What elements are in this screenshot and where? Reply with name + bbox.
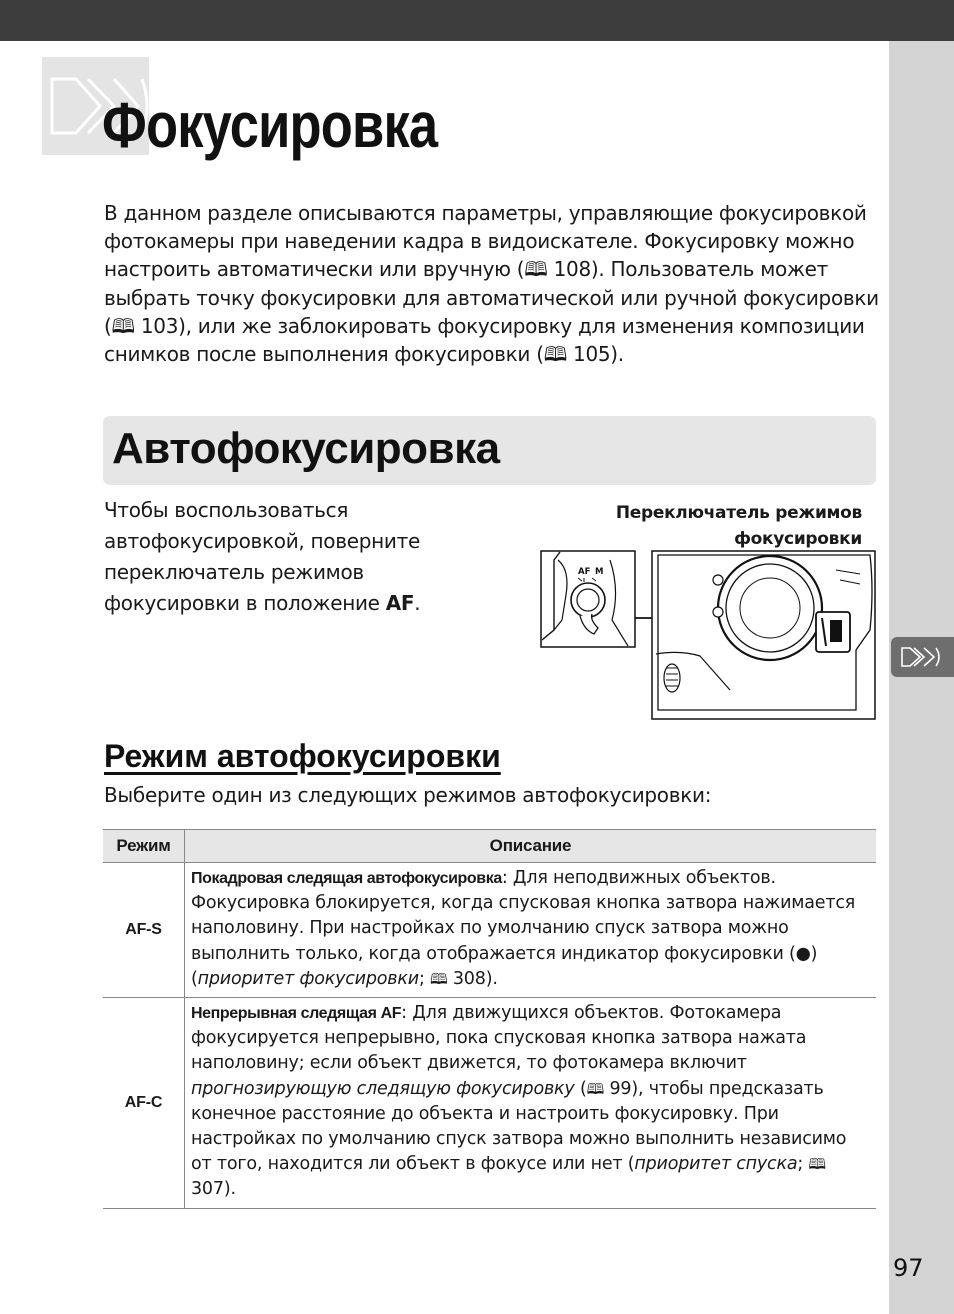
desc-text: ). [485,968,498,989]
af-mode-table [103,829,876,1209]
page-number: 97 [893,1254,924,1282]
instr-end: . [414,591,421,615]
mode-cell: AF-S [103,863,185,998]
top-bar [0,0,954,41]
intro-paragraph: В данном разделе описываются параметры, управляющие фокусировкой фотокамеры при наведении кадра в видоискателе. Фокусировку можно настроить автоматически или вручную (🕮 108). Пользователь может выбрать точку фокусировки для автоматической или ручной фокусировки (🕮 103), или же заблокировать фокусировку для изменения композиции снимков после выполнения фокусировки (🕮 105). [104,201,879,367]
focus-mode-selector-diagram [540,550,878,722]
diagram-caption: Переключатель режимов фокусировки [615,503,862,549]
instr-text: Чтобы воспользоваться автофокусировкой, поверните переключатель режимов фокусировки в положение [104,498,420,615]
desc-text: : Для неподвижных объектов. Фокусировка блокируется, когда спусковая кнопка затвора нажимается наполовину. При настройках по умолчанию спуск затвора можно выполнить только, когда отображается индикатор фокусировки (●) ( [191,868,856,989]
mode-term: Покадровая следящая автофокусировка [191,870,502,887]
mode-term: Непрерывная следящая AF [191,1005,402,1023]
page-ref[interactable]: 99 [609,1078,632,1099]
desc-italic: приоритет фокусировки [197,968,419,989]
switch-label-m: M [595,567,604,577]
focus-chapter-icon [900,645,944,669]
desc-italic: прогнозирующую следящую фокусировку [191,1078,575,1099]
desc-text: ). [223,1179,236,1200]
book-reference-icon: 🕮 [586,1079,605,1098]
header-description: Описание [185,830,877,863]
book-reference-icon: 🕮 [430,969,448,988]
table-row [103,863,876,998]
section-heading-autofocus: Автофокусировка [112,424,500,473]
desc-text: ; [418,968,430,989]
switch-label-af: AF [578,567,591,577]
side-strip [889,41,954,1314]
page-ref[interactable]: 307 [191,1179,224,1200]
book-reference-icon: 🕮 [808,1155,826,1174]
autofocus-instructions [104,495,484,619]
table-row [103,998,876,1209]
mode-cell: AF-C [103,998,185,1209]
section-heading-af-mode: Режим автофокусировки [104,738,501,774]
description-cell [185,863,877,998]
desc-italic: приоритет спуска [634,1154,798,1175]
table-header-row [103,830,876,863]
chapter-tab[interactable] [891,637,954,677]
header-mode: Режим [103,830,185,863]
desc-text: : Для движущихся объектов. Фотокамера фокусируется непрерывно, пока спусковая кнопка затвора нажата наполовину; если объект движется, то фотокамера включит [191,1003,807,1074]
instr-bold: AF [385,591,415,615]
page-title: Фокусировка [102,89,438,161]
af-mode-subtitle: Выберите один из следующих режимов автофокусировки: [104,783,712,807]
page-ref[interactable]: 308 [452,968,486,989]
desc-text: ), чтобы предсказать конечное расстояние до объекта и настроить фокусировку. При настройках по умолчанию спуск затвора можно выполнить независимо от того, находится ли объект в фокусе или нет ( [191,1078,847,1175]
description-cell: Непрерывная следящая AF: Для движущихся объектов. Фотокамера фокусируется непрерывно, пока спусковая кнопка затвора нажата наполовину; если объект движется, то фотокамера включит прогнозирующую следящую фокусировку (🕮 99), чтобы предсказать конечное расстояние до объекта и настроить фокусировку. При настройках по умолчанию спуск затвора можно выполнить независимо от того, находится ли объект в фокусе или нет (приоритет спуска; 🕮 307). [185,998,877,1209]
